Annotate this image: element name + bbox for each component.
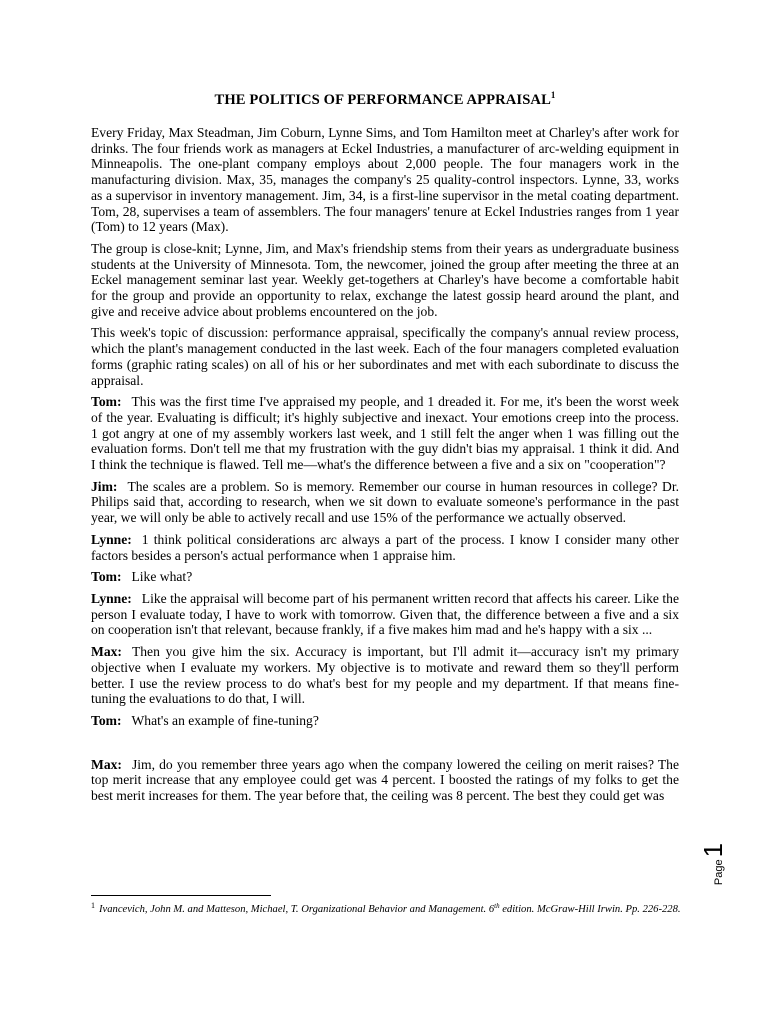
- footnote-superscript: th: [494, 902, 500, 910]
- dialogue-text: The scales are a problem. So is memory. Remember our course in human resources in college? Dr. Philips said that, according to research, when we sit down to evaluate someone's performance in the past year, we will only be able to actively recall and use 15% of the performance we actually observed.: [91, 478, 679, 526]
- speaker-name: Tom:: [91, 569, 122, 585]
- speaker-name: Lynne:: [91, 590, 132, 606]
- spacer: [91, 735, 679, 757]
- dialogue-line: [91, 644, 679, 707]
- footnote-marker: 1: [91, 901, 95, 910]
- page-number-value: 1: [698, 842, 728, 858]
- page-number: [698, 844, 758, 884]
- speaker-name: Jim:: [91, 478, 118, 494]
- dialogue-text: Like the appraisal will become part of his permanent written record that affects his career. Like the person I evaluate today, I have to work with tomorrow. Given that, the difference between a five and a six on cooperation isn't that relevant, because frankly, if a five makes him mad and he's happy with a six ...: [91, 590, 679, 638]
- dialogue-line: [91, 569, 679, 585]
- page-word: Page: [713, 859, 725, 886]
- footnote-text-end: edition. McGraw-Hill Irwin. Pp. 226-228.: [499, 904, 681, 915]
- footnote-text: Ivancevich, John M. and Matteson, Michael, T. Organizational Behavior and Management. 6: [99, 904, 495, 915]
- speaker-name: Max:: [91, 644, 122, 660]
- dialogue-line: [91, 479, 679, 526]
- dialogue-text: Then you give him the six. Accuracy is important, but I'll admit it—accuracy isn't my primary objective when I evaluate my workers. My objective is to motivate and reward them so they'll perform better. I use the review process to do what's best for my people and my department. If that means fine-tuning the evaluations to do that, I will.: [91, 644, 679, 707]
- paragraph-3: This week's topic of discussion: performance appraisal, specifically the company's annual review process, which the plant's management conducted in the last week. Each of the four managers completed evaluation forms (graphic rating scales) on all of his or her subordinates and met with each subordinate to discuss the appraisal.: [91, 325, 679, 388]
- paragraph-2: The group is close-knit; Lynne, Jim, and Max's friendship stems from their years as undergraduate business students at the University of Minnesota. Tom, the newcomer, joined the group after meeting the three at an Eckel management seminar last year. Weekly get-togethers at Charley's have become a comfortable habit for the group and provide an opportunity to relax, exchange the latest gossip heard around the plant, and give and receive advice about problems encountered on the job.: [91, 240, 679, 319]
- speaker-name: Max:: [91, 756, 122, 772]
- speaker-name: Lynne:: [91, 531, 132, 547]
- speaker-name: Tom:: [91, 394, 122, 410]
- dialogue-line: [91, 532, 679, 563]
- paragraph-1: Every Friday, Max Steadman, Jim Coburn, Lynne Sims, and Tom Hamilton meet at Charley's after work for drinks. The four friends work as managers at Eckel Industries, a manufacturer of arc-welding equipment in Minneapolis. The one-plant company employs about 2,000 people. The four managers work in the manufacturing division. Max, 35, manages the company's 25 quality-control inspectors. Lynne, 33, works as a supervisor in inventory management. Jim, 34, is a first-line supervisor in the metal coating department. Tom, 28, supervises a team of assemblers. The four managers' tenure at Eckel Industries ranges from 1 year (Tom) to 12 years (Max).: [91, 125, 679, 235]
- footnote-separator: [91, 895, 271, 896]
- dialogue-text: Jim, do you remember three years ago when the company lowered the ceiling on merit raises? The top merit increase that any employee could get was 4 percent. I boosted the ratings of my folks to get the best merit increases for them. The year before that, the ceiling was 8 percent. The best they could get was: [91, 756, 679, 804]
- dialogue-line: [91, 591, 679, 638]
- dialogue-text: Like what?: [131, 569, 193, 585]
- title-footnote-marker: 1: [550, 90, 556, 100]
- dialogue-text: This was the first time I've appraised my people, and 1 dreaded it. For me, it's been the worst week of the year. Evaluating is difficult; it's highly subjective and inexact. Your emotions creep into the process. 1 got angry at one of my assembly workers last week, and 1 still felt the anger when 1 was filling out the evaluation forms. Don't tell me that my frustration with the guy didn't bias my appraisal. 1 think it did. And I think the technique is flawed. Tell me—what's the difference between a five and a six on "cooperation"?: [91, 394, 679, 473]
- title-text: THE POLITICS OF PERFORMANCE APPRAISAL: [214, 92, 551, 108]
- document-title: [91, 92, 679, 109]
- dialogue-text: What's an example of fine-tuning?: [131, 712, 319, 728]
- document-page: [91, 92, 679, 810]
- dialogue-line: [91, 713, 679, 729]
- dialogue-text: 1 think political considerations arc always a part of the process. I know I consider many other factors besides a person's actual performance when 1 appraise him.: [91, 531, 679, 563]
- dialogue-line: [91, 757, 679, 804]
- dialogue-line: [91, 394, 679, 473]
- footnote: [91, 903, 681, 916]
- speaker-name: Tom:: [91, 712, 122, 728]
